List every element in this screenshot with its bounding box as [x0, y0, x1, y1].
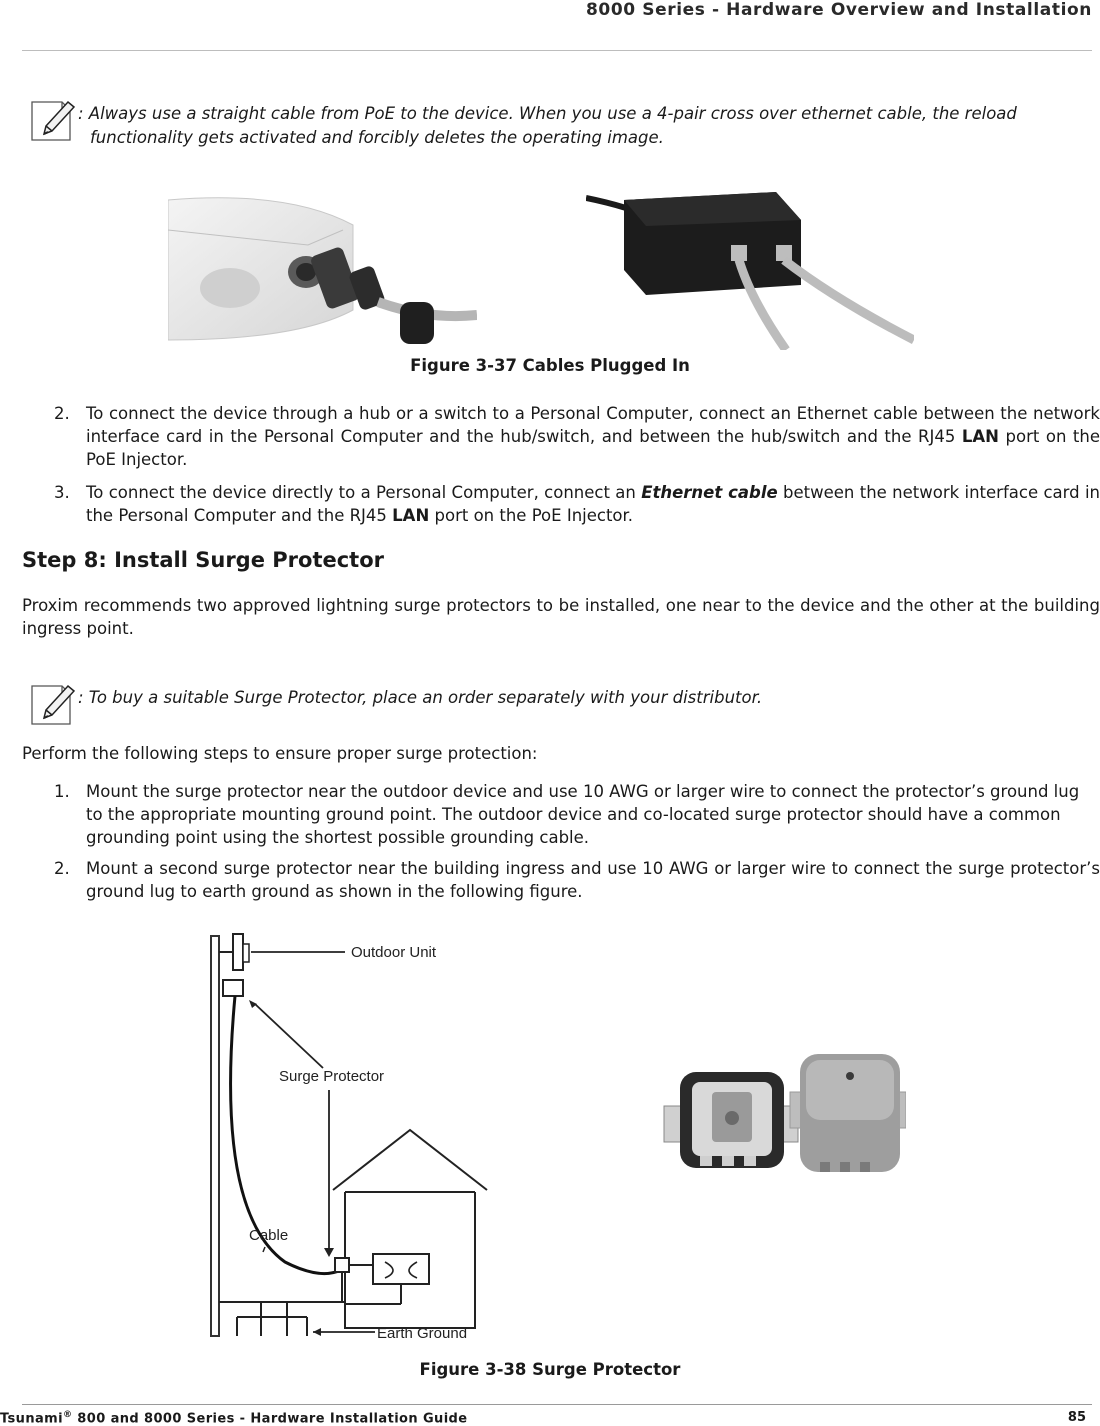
figure-37-caption: Figure 3-37 Cables Plugged In: [410, 356, 690, 375]
header-divider: [22, 50, 1092, 51]
poe-injector-photo: [586, 190, 914, 350]
footer-title-rest: 800 and 8000 Series - Hardware Installation Guide: [72, 1411, 468, 1426]
list-number: 1.: [54, 782, 70, 801]
list-text: To connect the device through a hub or a switch to a Personal Computer, connect an Ethernet cable between the network interface card in the Personal Computer and the hub/switch, and between the hub/switch and the RJ45: [86, 404, 1100, 446]
list-number: 2.: [54, 859, 70, 878]
poe-injector-illustration: [586, 190, 914, 350]
footer-divider: [22, 1404, 1092, 1405]
earth-ground-label: Earth Ground: [377, 1325, 468, 1342]
steps-intro: Perform the following steps to ensure proper surge protection:: [22, 744, 538, 763]
note-pencil-icon: [30, 682, 78, 728]
list-item-2-second-protector: [30, 857, 1100, 903]
registered-mark: ®: [62, 1410, 73, 1420]
note-line-1: : Always use a straight cable from PoE to the device. When you use a 4-pair cross over ethernet cable, the reload: [78, 104, 1017, 123]
list-text: between the network interface card in the Personal Computer and the RJ45: [86, 483, 1100, 525]
list-number: 3.: [54, 483, 70, 502]
section-intro: Proxim recommends two approved lightning surge protectors to be installed, one near to the device and the other at the building ingress point.: [22, 596, 1100, 638]
list-item-1-mount: [30, 780, 1100, 849]
note-text: : To buy a suitable Surge Protector, place an order separately with your distributor.: [78, 688, 763, 707]
lan-term: LAN: [961, 427, 999, 446]
page-header-title: 8000 Series - Hardware Overview and Installation: [586, 0, 1092, 20]
note-straight-cable: [30, 102, 1095, 150]
cable-label: Cable: [249, 1227, 289, 1244]
surge-protector-photo: [660, 1052, 906, 1180]
note-line-2: functionality gets activated and forcibly deletes the operating image.: [90, 128, 664, 147]
list-text: port on the PoE Injector.: [429, 506, 634, 525]
ethernet-cable-term: Ethernet cable: [641, 483, 778, 502]
grounding-diagram: [205, 922, 490, 1342]
footer-guide-title: [0, 1410, 467, 1426]
outdoor-unit-cable-illustration: [168, 190, 477, 350]
lan-term: LAN: [392, 506, 430, 525]
surge-protector-devices-illustration: [660, 1052, 906, 1180]
list-text: Mount the surge protector near the outdoor device and use 10 AWG or larger wire to connect the protector’s ground lug to the appropriate mounting ground point. The outdoor device and co-located surge protector should have a common grounding point using the shortest possible grounding cable.: [86, 782, 1080, 847]
outdoor-unit-label: Outdoor Unit: [351, 944, 437, 961]
surge-protector-label: Surge Protector: [279, 1068, 385, 1085]
note-buy-surge-protector: [30, 686, 1095, 710]
list-text: Mount a second surge protector near the building ingress and use 10 AWG or larger wire to connect the surge protector’s ground lug to earth ground as shown in the following figure.: [86, 859, 1100, 901]
outdoor-unit-cable-photo: [168, 190, 477, 350]
list-text: To connect the device directly to a Personal Computer, connect an: [86, 483, 642, 502]
figure-38-caption: Figure 3-38 Surge Protector: [419, 1360, 681, 1379]
list-text: port on the PoE Injector.: [86, 427, 1100, 469]
list-item-3-direct: [30, 481, 1100, 527]
footer-brand: Tsunami: [0, 1411, 63, 1426]
section-heading: Step 8: Install Surge Protector: [22, 548, 384, 572]
list-number: 2.: [54, 404, 70, 423]
surge-protector-diagram: [205, 922, 490, 1342]
list-item-2-hub: [30, 402, 1100, 471]
page-number: 85: [1067, 1410, 1086, 1425]
note-pencil-icon: [30, 98, 78, 144]
